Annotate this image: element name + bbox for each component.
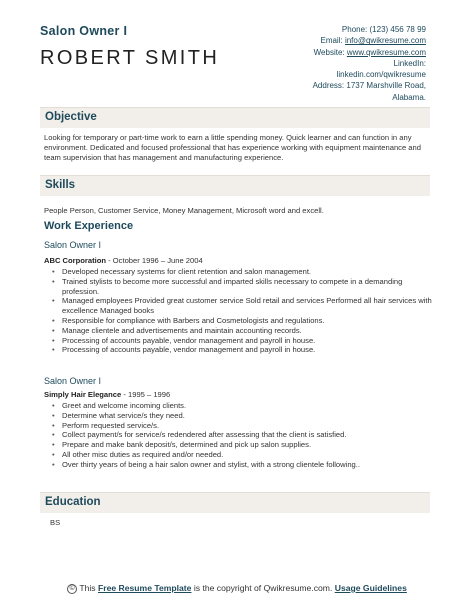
list-item: • Trained stylists to become more successful and imparted skills necessary to compete in a demanding profession. xyxy=(52,277,432,297)
section-title: Skills xyxy=(45,179,76,191)
contact-linkedin-label: LinkedIn: xyxy=(393,58,426,68)
list-item: • Greet and welcome incoming clients. xyxy=(52,401,432,411)
contact-linkedin-value: linkedin.com/qwikresume xyxy=(336,70,426,80)
contact-email xyxy=(236,35,426,46)
job-dates-2: - 1995 – 1996 xyxy=(121,390,171,399)
duties-list-2 xyxy=(52,401,432,470)
list-item: • Manage clientele and advertisements and maintain accounting records. xyxy=(52,326,432,336)
company-name-2: Simply Hair Elegance xyxy=(44,390,122,399)
email-link[interactable]: info@qwikresume.com xyxy=(344,36,426,46)
list-item: • Managed employees Provided great customer service Sold retail and services Performed all hair services with excellence Managed books xyxy=(52,296,432,316)
list-item: • Perform requested service/s. xyxy=(52,421,432,431)
company-name-1: ABC Corporation xyxy=(44,256,107,265)
work-experience-title: Work Experience xyxy=(44,220,134,232)
usage-guidelines-link[interactable]: Usage Guidelines xyxy=(334,583,407,593)
website-label: Website: xyxy=(313,47,345,57)
email-label: Email: xyxy=(320,36,343,46)
section-title: Education xyxy=(45,496,101,508)
list-item: • Processing of accounts payable, vendor management and payroll in house. xyxy=(52,336,432,346)
education-text: BS xyxy=(50,518,61,527)
list-item: • Processing of accounts payable, vendor management and payroll in house. xyxy=(52,345,432,355)
list-item: • Developed necessary systems for client retention and salon management. xyxy=(52,267,432,277)
skills-text: People Person, Customer Service, Money Management, Microsoft word and excell. xyxy=(44,206,324,215)
address-line1: 1737 Marshville Road, xyxy=(346,81,426,91)
section-title: Objective xyxy=(45,111,97,123)
duties-list-1 xyxy=(52,267,432,355)
list-item: • All other misc duties as required and/or needed. xyxy=(52,450,432,460)
list-item: • Over thirty years of being a hair salon owner and stylist, with a strong clientele following.. xyxy=(52,460,432,470)
list-item: • Collect payment/s for service/s redendered after assessing that the client is satisfied. xyxy=(52,430,432,440)
list-item: • Determine what service/s they need. xyxy=(52,411,432,421)
skills-section-header xyxy=(40,175,430,196)
list-item: • Responsible for compliance with Barbers and Cosmetologists and regulations. xyxy=(52,316,432,326)
footer-middle: is the copyright of Qwikresume.com. xyxy=(193,583,333,593)
phone-label: Phone: xyxy=(341,25,368,34)
contact-block xyxy=(236,24,426,103)
objective-section-header xyxy=(40,107,430,128)
footer xyxy=(0,583,474,594)
company-line-2 xyxy=(44,390,170,399)
job-dates-1: - October 1996 – June 2004 xyxy=(106,256,203,265)
contact-website xyxy=(236,47,426,58)
list-item: • Prepare and make bank deposit/s, determined and pick up salon supplies. xyxy=(52,440,432,450)
company-line-1 xyxy=(44,256,203,265)
website-link[interactable]: www.qwikresume.com xyxy=(346,47,426,57)
candidate-name: ROBERT SMITH xyxy=(40,47,220,69)
job-title: Salon Owner I xyxy=(40,24,128,38)
contact-address xyxy=(236,80,426,91)
job-title-2: Salon Owner I xyxy=(44,376,102,386)
resume-header xyxy=(0,0,474,102)
education-section-header xyxy=(40,492,430,513)
address-label: Address: xyxy=(312,81,345,91)
contact-address-line2: Alabama. xyxy=(392,92,426,102)
phone-value: (123) 456 78 99 xyxy=(369,25,426,34)
objective-text: Looking for temporary or part-time work to earn a little spending money. Quick learner and can function in any environment. Dedicated and focused professional that has experience working with equipment maintenance and team supervision that has management and manufacturing experience. xyxy=(44,133,421,163)
contact-phone xyxy=(236,24,426,35)
free-resume-template-link[interactable]: Free Resume Template xyxy=(98,583,192,593)
footer-prefix: This xyxy=(79,583,96,593)
job-title-1: Salon Owner I xyxy=(44,240,102,250)
copyright-icon: © xyxy=(67,584,77,594)
